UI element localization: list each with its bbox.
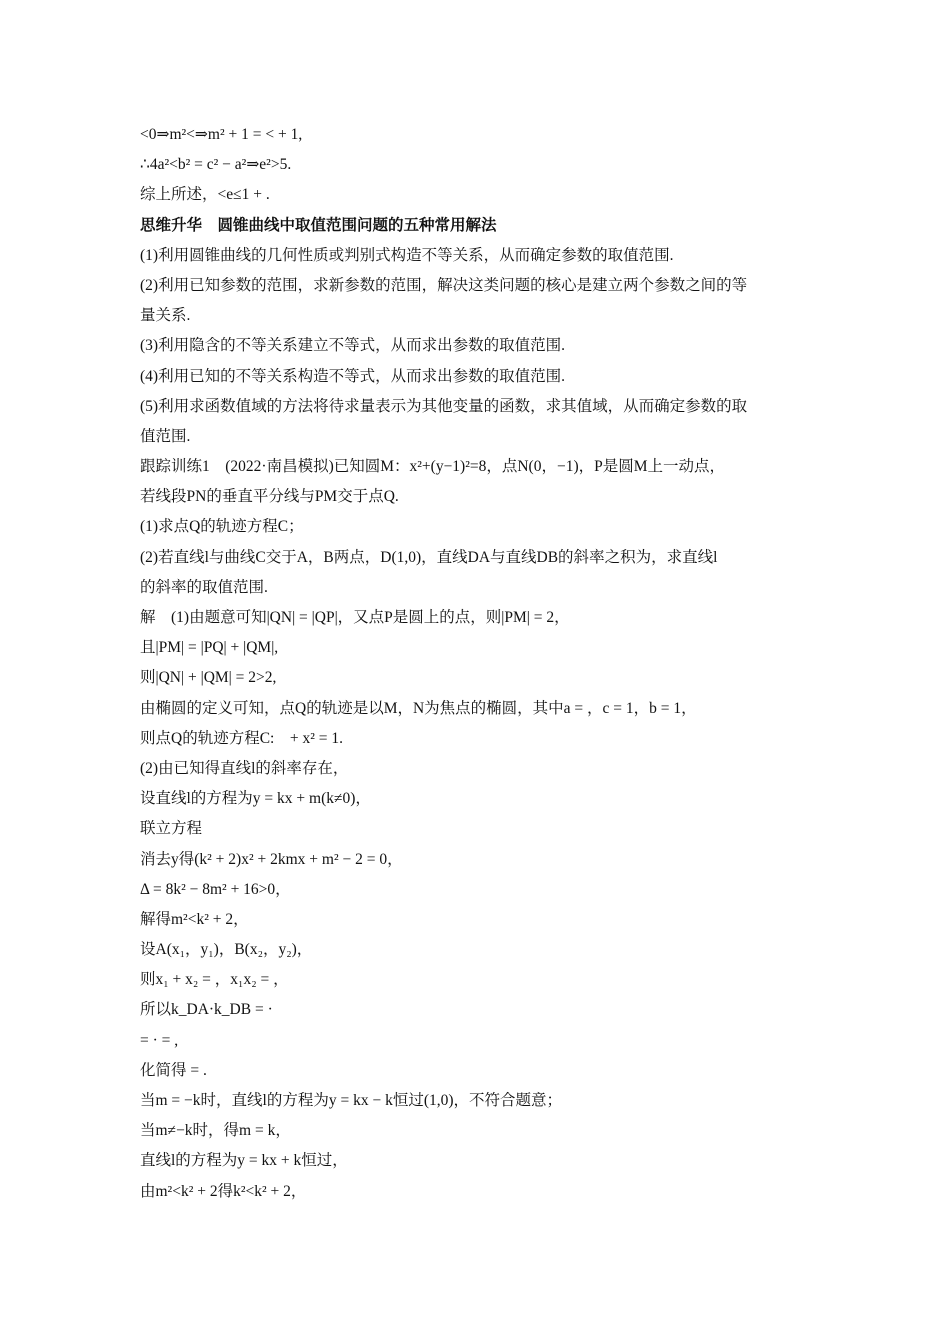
text-line: (5)利用求函数值域的方法将待求量表示为其他变量的函数，求其值域，从而确定参数的取: [140, 397, 748, 415]
solution-line: 解 (1)由题意可知|QN| = |QP|，又点P是圆上的点，则|PM| = 2，: [140, 609, 570, 626]
text-line: (4)利用已知的不等关系构造不等式，从而求出参数的取值范围.: [140, 367, 565, 385]
text-line: 当m = −k时，直线l的方程为y = kx − k恒过(1,0)，不符合题意；: [140, 1092, 563, 1109]
text-line: 则x₁ + x₂ = ，x₁x₂ = ，: [140, 971, 289, 989]
text-line: 则点Q的轨迹方程C: + x² = 1.: [140, 729, 343, 747]
text-line: 所以k_DA·k_DB = ·: [140, 1001, 273, 1019]
text-line: 若线段PN的垂直平分线与PM交于点Q.: [140, 488, 399, 506]
text-line: ∴4a²<b² = c² − a²⇒e²>5.: [140, 156, 292, 174]
text-line: 化简得 = .: [140, 1061, 207, 1079]
text-line: 量关系.: [140, 307, 191, 325]
text-line: 值范围.: [140, 427, 191, 445]
text-line: 的斜率的取值范围.: [140, 578, 268, 596]
text-line: 消去y得(k² + 2)x² + 2kmx + m² − 2 = 0，: [140, 850, 403, 868]
text-line: = · = ,: [140, 1031, 179, 1049]
text-line: (3)利用隐含的不等关系建立不等式，从而求出参数的取值范围.: [140, 337, 565, 355]
text-line: (2)由已知得直线l的斜率存在，: [140, 759, 349, 777]
text-line: 由m²<k² + 2得k²<k² + 2，: [140, 1182, 307, 1200]
document-page: [140, 120, 830, 1207]
text-line: (2)利用已知参数的范围，求新参数的范围，解决这类问题的核心是建立两个参数之间的等: [140, 276, 748, 294]
text-line: 则|QN| + |QM| = 2>2,: [140, 669, 277, 687]
text-line: 解得m²<k² + 2，: [140, 910, 249, 928]
text-line: (1)利用圆锥曲线的几何性质或判别式构造不等关系，从而确定参数的取值范围.: [140, 246, 674, 264]
text-line: 联立方程: [140, 820, 203, 838]
exercise-heading: 跟踪训练1 (2022·南昌模拟)已知圆M：x²+(y−1)²=8，点N(0，−1)，P是圆M上一动点，: [140, 458, 726, 476]
text-line: (2)若直线l与曲线C交于A，B两点，D(1,0)，直线DA与直线DB的斜率之积为，求直线l: [140, 548, 718, 566]
text-line: 直线l的方程为y = kx + k恒过，: [140, 1152, 348, 1170]
text-line: 设直线l的方程为y = kx + m(k≠0)，: [140, 790, 371, 808]
text-line: 综上所述，<e≤1 + .: [140, 186, 270, 204]
text-line: 设A(x₁，y₁)，B(x₂，y₂)，: [140, 941, 313, 959]
text-line: Δ = 8k² − 8m² + 16>0，: [140, 880, 291, 898]
section-heading: 思维升华 圆锥曲线中取值范围问题的五种常用解法: [140, 216, 497, 234]
text-line: 且|PM| = |PQ| + |QM|,: [140, 639, 279, 657]
text-line: 当m≠−k时，得m = k，: [140, 1122, 291, 1140]
text-line: 由椭圆的定义可知，点Q的轨迹是以M，N为焦点的椭圆，其中a = ，c = 1，b = 1，: [140, 699, 697, 717]
text-line: <0⇒m²<⇒m² + 1 = < + 1,: [140, 126, 303, 143]
text-line: (1)求点Q的轨迹方程C；: [140, 518, 304, 536]
